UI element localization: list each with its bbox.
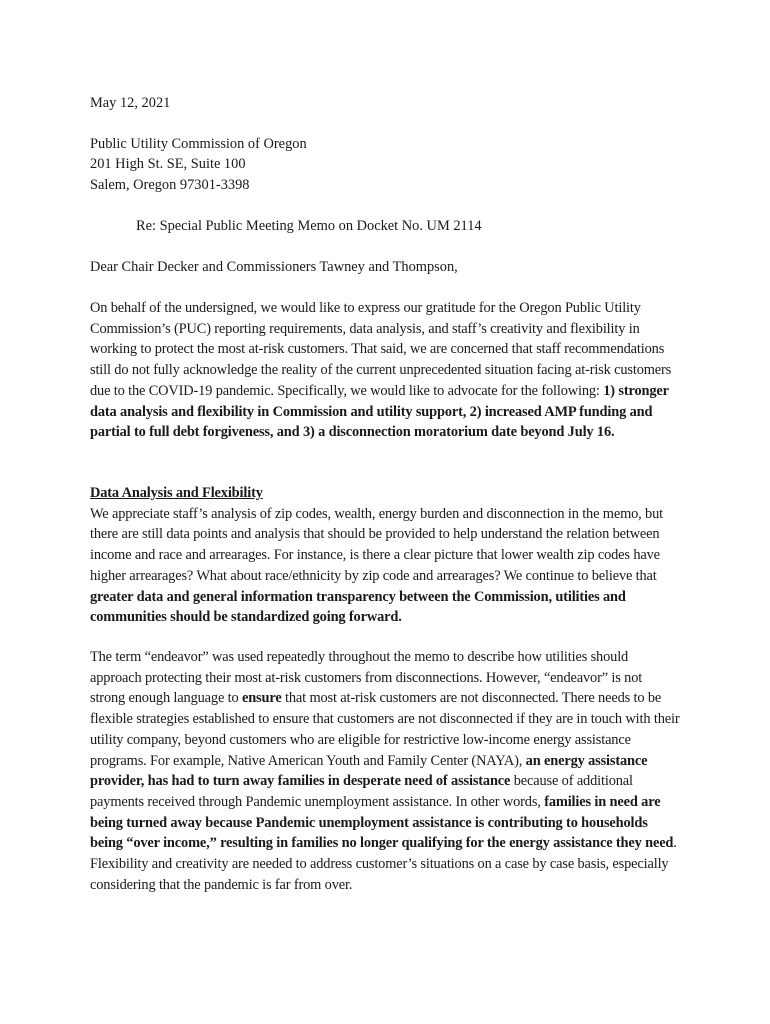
section-heading: Data Analysis and Flexibility xyxy=(90,485,263,501)
recipient-city: Salem, Oregon 97301-3398 xyxy=(90,177,250,193)
section-data-analysis xyxy=(90,483,680,628)
endeavor-text-1: The term “endeavor” was used repeatedly throughout the memo to describe how utilities should approach protecting their most at-risk customers from disconnections. However, “endeavor” is not strong enough language to xyxy=(90,649,643,707)
endeavor-text-4: . Flexibility and creativity are needed to address customer’s situations on a case by case basis, especially considering that the pandemic is far from over. xyxy=(90,835,677,893)
recipient-name: Public Utility Commission of Oregon xyxy=(90,136,307,152)
recipient-street: 201 High St. SE, Suite 100 xyxy=(90,156,246,172)
intro-text: On behalf of the undersigned, we would like to express our gratitude for the Oregon Public Utility Commission’s (PUC) reporting requirements, data analysis, and staff’s creativity and flexibility in working to protect the most at-risk customers. That said, we are concerned that staff recommendations still do not fully acknowledge the reality of the current unprecedented situation facing at-risk customers due to the COVID-19 pandemic. Specifically, we would like to advocate for the following: xyxy=(90,300,672,399)
salutation: Dear Chair Decker and Commissioners Tawney and Thompson, xyxy=(90,259,458,275)
intro-bold-requests: 1) stronger data analysis and flexibility in Commission and utility support, 2) increased AMP funding and partial to full debt forgiveness, and 3) a disconnection moratorium date beyond July 16. xyxy=(90,382,669,441)
endeavor-bold-naya: an energy assistance provider, has had to turn away families in desperate need of assistance xyxy=(90,752,648,790)
endeavor-paragraph xyxy=(90,647,680,895)
letter-date: May 12, 2021 xyxy=(90,95,171,111)
intro-paragraph xyxy=(90,298,680,443)
endeavor-text-2: that most at-risk customers are not disconnected. There needs to be flexible strategies established to ensure that customers are not disconnected if they are in touch with their utility company, beyond customers who are eligible for restrictive low-income energy assistance programs. For example, Native American Youth and Family Center (NAYA), xyxy=(90,690,680,769)
re-line: Re: Special Public Meeting Memo on Docket No. UM 2114 xyxy=(136,218,482,234)
section-bold-transparency: greater data and general information transparency between the Commission, utilities and communities should be standardized going forward. xyxy=(90,588,626,626)
endeavor-text-3: because of additional payments received through Pandemic unemployment assistance. In other words, xyxy=(90,773,633,810)
endeavor-bold-ensure: ensure xyxy=(241,690,282,707)
section-text: We appreciate staff’s analysis of zip codes, wealth, energy burden and disconnection in the memo, but there are still data points and analysis that should be provided to help understand the relation between income and race and arrearages. For instance, is there a clear picture that lower wealth zip codes have higher arrearages? What about race/ethnicity by zip code and arrearages? We continue to believe that xyxy=(90,505,663,584)
endeavor-bold-families: families in need are being turned away because Pandemic unemployment assistance is contributing to households being “over income,” resulting in families no longer qualifying for the energy assistance they need xyxy=(90,793,674,852)
